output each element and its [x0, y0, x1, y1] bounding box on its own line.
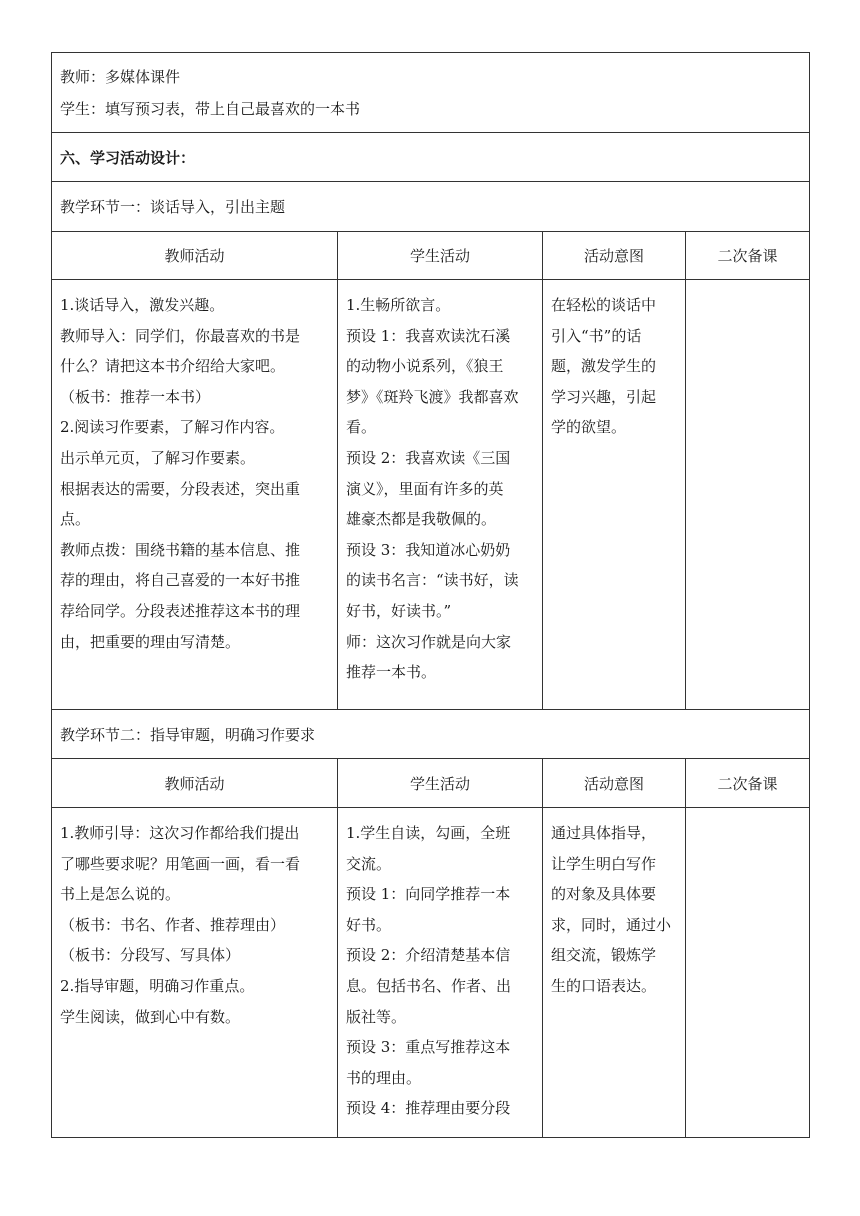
stage1-header-notes: 二次备课: [686, 232, 810, 280]
stage2-title: 教学环节二：指导审题，明确习作要求: [60, 725, 316, 744]
text-line: 书的理由。: [346, 1068, 422, 1087]
stage1-student-activity: [338, 280, 543, 710]
text-line: （板书：书名、作者、推荐理由）: [60, 915, 286, 934]
section-title-cell: [52, 133, 810, 182]
text-line: 1.生畅所欲言。: [346, 296, 451, 314]
text-line: 预设 1：我喜欢读沈石溪: [346, 326, 511, 345]
text-line: 雄豪杰都是我敬佩的。: [346, 510, 497, 529]
text-line: 版社等。: [346, 1007, 407, 1026]
stage2-header-teacher: 教师活动: [52, 759, 338, 808]
text-line: （板书：分段写、写具体）: [60, 946, 241, 965]
text-line: （板书：推荐一本书）: [60, 387, 211, 406]
text-line: 1.学生自读，勾画，全班: [346, 824, 511, 842]
text-line: 好书，好读书。”: [346, 601, 452, 620]
text-line: 2.指导审题，明确习作重点。: [60, 976, 255, 995]
text-line: 点。: [60, 510, 91, 529]
text-line: 的动物小说系列，《狼王: [346, 357, 504, 376]
stage2-header-notes: 二次备课: [686, 759, 810, 808]
text-line: 教师点拨：围绕书籍的基本信息、推: [60, 540, 301, 559]
stage1-title-cell: [52, 182, 810, 232]
text-line: 学的欲望。: [551, 418, 627, 437]
text-line: 学习兴趣，引起: [551, 387, 657, 406]
stage1-secondary-notes: [686, 280, 810, 710]
text-line: 通过具体指导，: [551, 824, 657, 842]
text-line: 推荐一本书。: [346, 663, 437, 682]
stage1-header-teacher: 教师活动: [52, 232, 338, 280]
text-line: 演义》，里面有许多的英: [346, 479, 504, 498]
text-line: 在轻松的谈话中: [551, 296, 657, 314]
stage2-teacher-activity: [52, 808, 338, 1138]
stage1-header-student: 学生活动: [338, 232, 543, 280]
stage1-header-intent: 活动意图: [543, 232, 686, 280]
text-line: 了哪些要求呢？用笔画一画，看一看: [60, 854, 301, 873]
text-line: 求，同时，通过小: [551, 915, 672, 934]
text-line: 题，激发学生的: [551, 357, 657, 376]
materials-student: 学生：填写预习表，带上自己最喜欢的一本书: [60, 99, 361, 118]
stage2-header-intent: 活动意图: [543, 759, 686, 808]
text-line: 组交流，锻炼学: [551, 946, 657, 965]
text-line: 预设 2：我喜欢读《三国: [346, 448, 511, 467]
stage2-activity-intent: [543, 808, 686, 1138]
section-title: 六、学习活动设计：: [60, 148, 196, 167]
text-line: 1.谈话导入，激发兴趣。: [60, 296, 225, 314]
text-line: 荐的理由，将自己喜爱的一本好书推: [60, 571, 301, 590]
text-line: 预设 4：推荐理由要分段: [346, 1099, 511, 1118]
text-line: 交流。: [346, 854, 392, 873]
text-line: 2.阅读习作要素，了解习作内容。: [60, 418, 285, 437]
text-line: 荐给同学。分段表述推荐这本书的理: [60, 601, 301, 620]
text-line: 预设 3：重点写推荐这本: [346, 1038, 511, 1057]
lesson-plan-table: [51, 52, 810, 1138]
text-line: 好书。: [346, 915, 392, 934]
stage1-teacher-activity: [52, 280, 338, 710]
text-line: 梦》《斑羚飞渡》我都喜欢: [346, 387, 519, 406]
stage2-student-activity: [338, 808, 543, 1138]
stage2-header-student: 学生活动: [338, 759, 543, 808]
text-line: 教师导入：同学们，你最喜欢的书是: [60, 326, 301, 345]
text-line: 1.教师引导：这次习作都给我们提出: [60, 824, 300, 842]
stage1-activity-intent: [543, 280, 686, 710]
text-line: 什么？请把这本书介绍给大家吧。: [60, 357, 286, 376]
materials-cell: [52, 53, 810, 133]
text-line: 息。包括书名、作者、出: [346, 976, 512, 995]
stage1-title: 教学环节一：谈话导入，引出主题: [60, 198, 286, 216]
text-line: 引入“书”的话: [551, 326, 642, 345]
stage2-title-cell: [52, 710, 810, 759]
stage2-secondary-notes: [686, 808, 810, 1138]
text-line: 看。: [346, 418, 377, 437]
text-line: 根据表达的需要，分段表述，突出重: [60, 479, 301, 498]
text-line: 书上是怎么说的。: [60, 885, 181, 904]
text-line: 预设 1：向同学推荐一本: [346, 885, 511, 904]
text-line: 预设 2：介绍清楚基本信: [346, 946, 511, 965]
text-line: 生的口语表达。: [551, 976, 657, 995]
text-line: 让学生明白写作: [551, 854, 657, 873]
text-line: 学生阅读，做到心中有数。: [60, 1007, 241, 1026]
text-line: 的读书名言：“读书好，读: [346, 571, 519, 590]
text-line: 出示单元页，了解习作要素。: [60, 448, 256, 467]
text-line: 由，把重要的理由写清楚。: [60, 632, 241, 651]
text-line: 师：这次习作就是向大家: [346, 632, 512, 651]
text-line: 预设 3：我知道冰心奶奶: [346, 540, 511, 559]
text-line: 的对象及具体要: [551, 885, 657, 904]
materials-teacher: 教师：多媒体课件: [60, 67, 181, 86]
